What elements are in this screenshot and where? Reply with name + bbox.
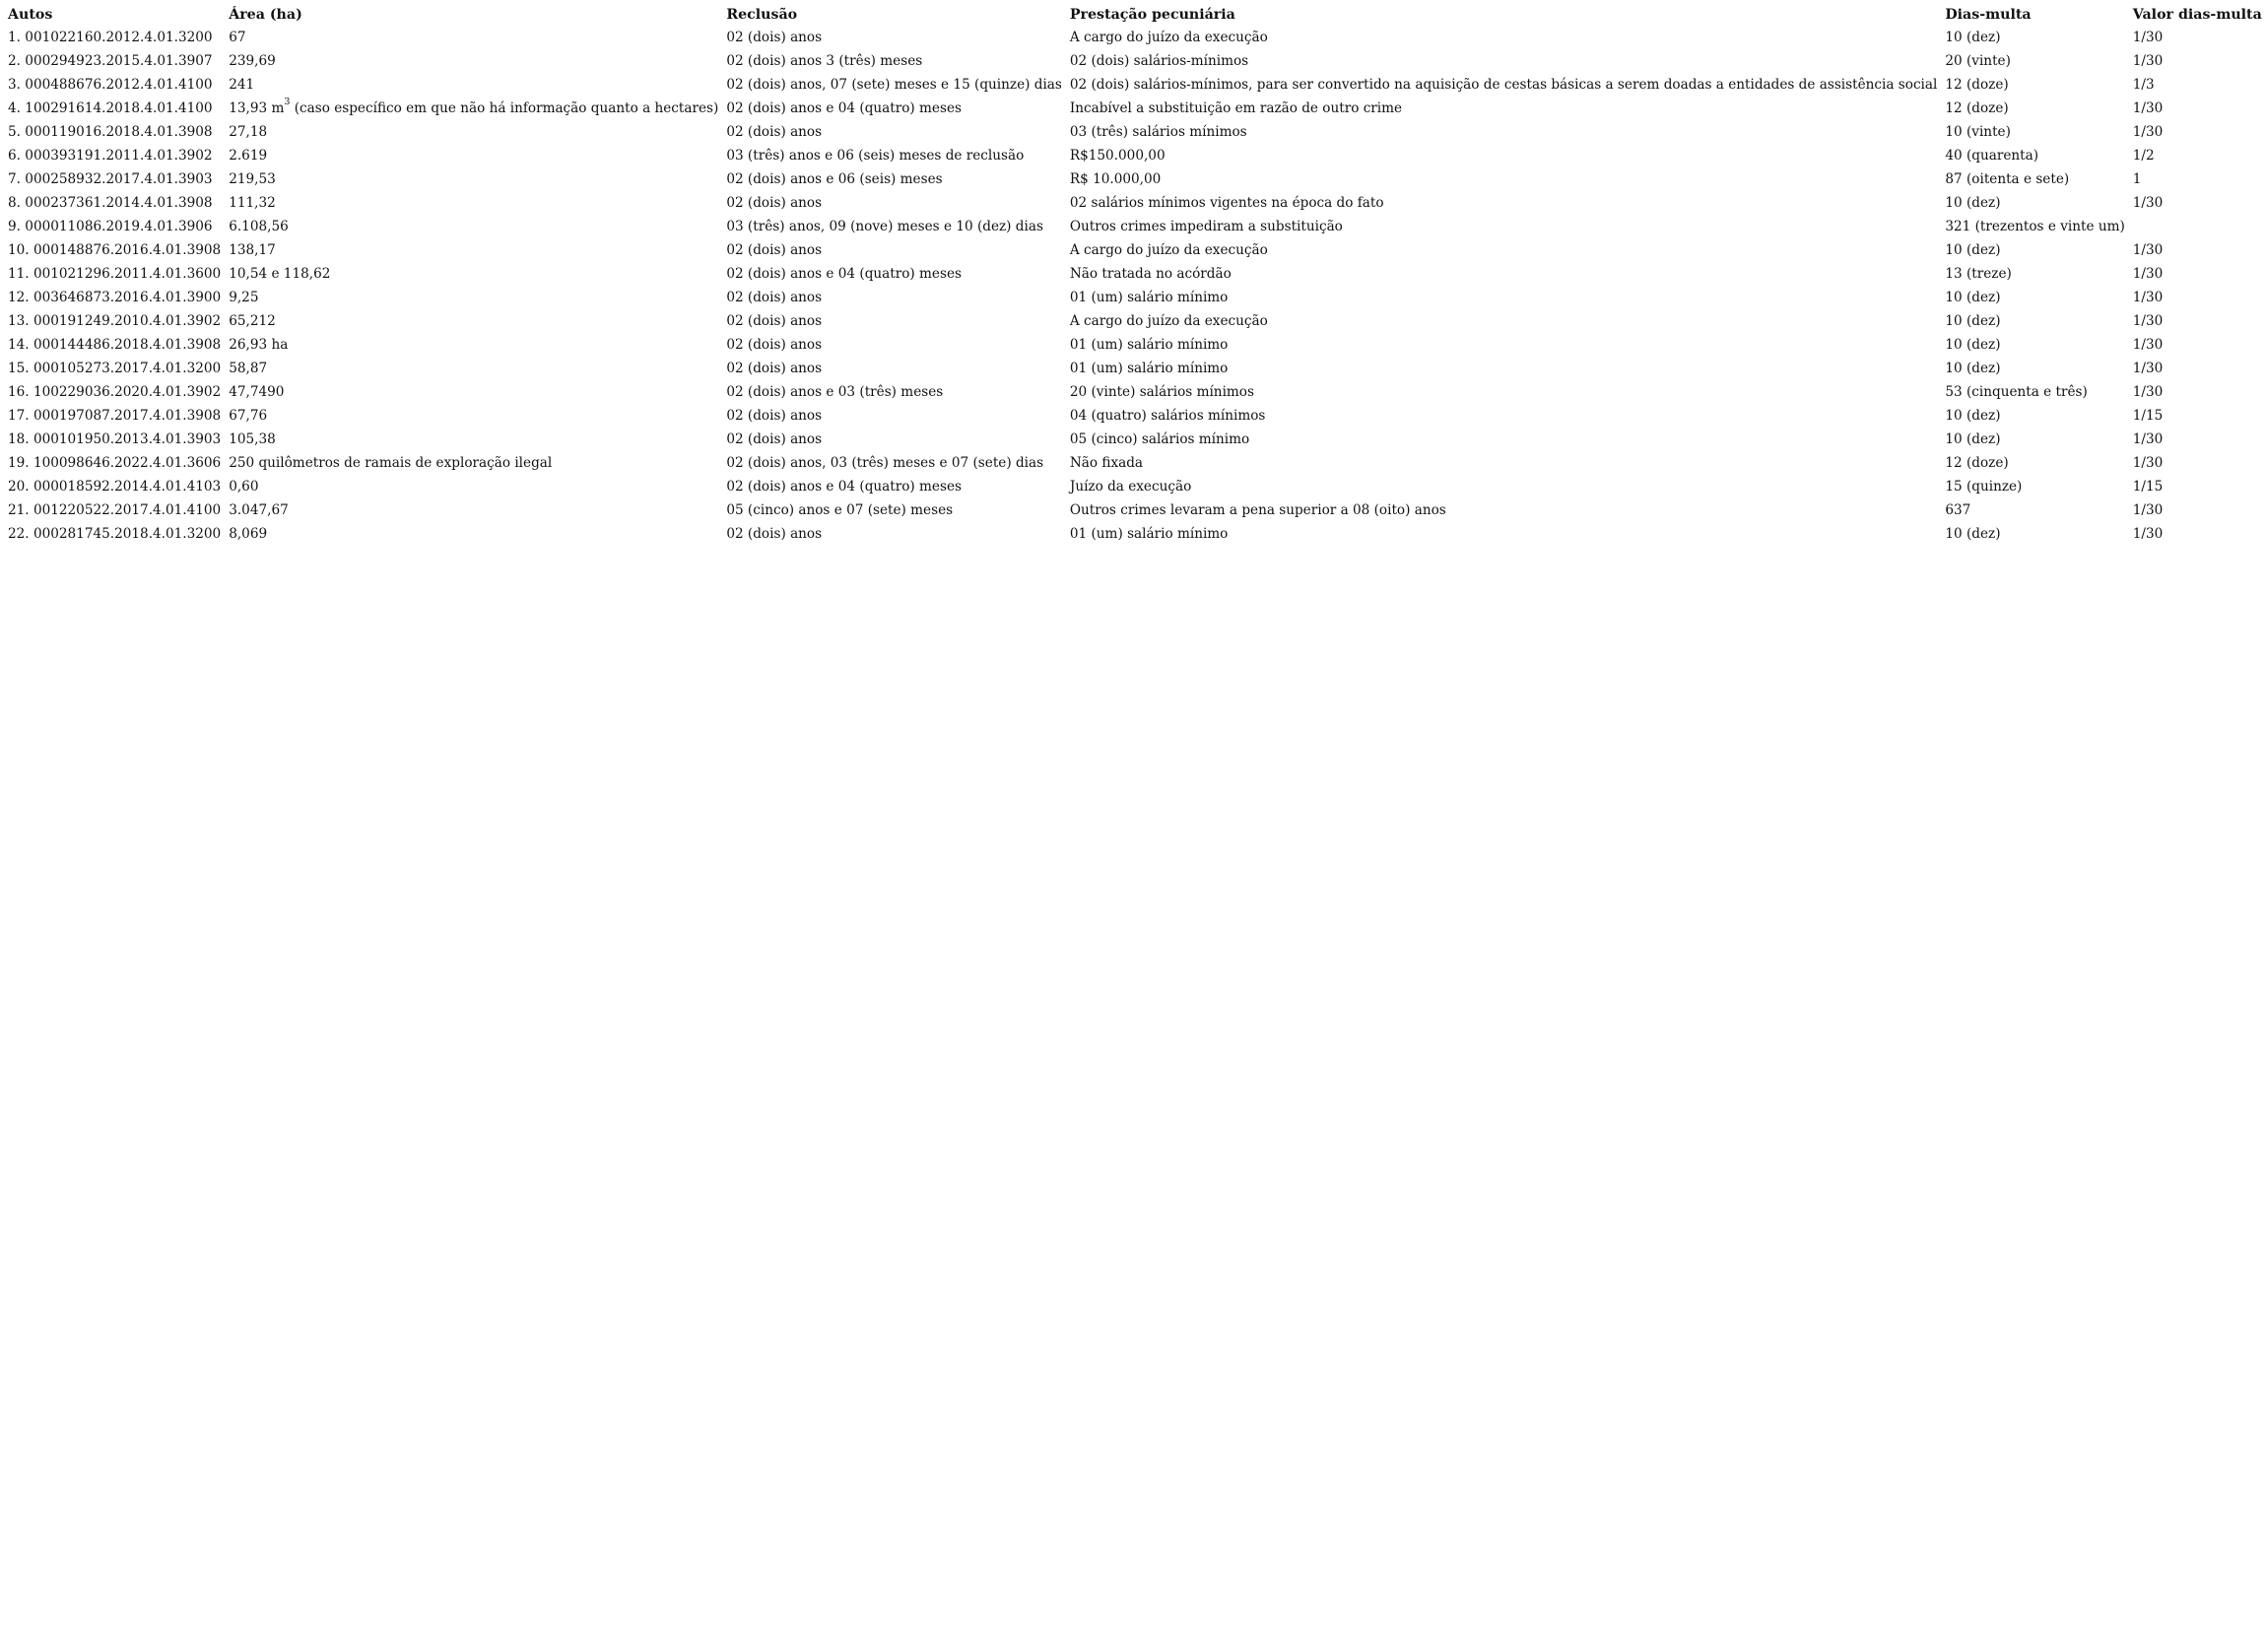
table-row bbox=[4, 98, 2266, 121]
cell-reclusao: 02 (dois) anos bbox=[726, 290, 823, 305]
cell-reclusao: 02 (dois) anos bbox=[726, 408, 823, 424]
cell-autos: 16. 100229036.2020.4.01.3902 bbox=[8, 384, 222, 400]
cell-dias-multa: 10 (dez) bbox=[1945, 313, 2001, 329]
cell-reclusao: 03 (três) anos e 06 (seis) meses de reclusão bbox=[726, 148, 1025, 164]
header-dias-multa: Dias-multa bbox=[1945, 7, 2032, 23]
cell-autos: 14. 000144486.2018.4.01.3908 bbox=[8, 337, 222, 353]
cell-reclusao: 02 (dois) anos bbox=[726, 313, 823, 329]
header-prestacao: Prestação pecuniária bbox=[1069, 7, 1235, 23]
cell-valor-dias-multa: 1/30 bbox=[2132, 361, 2164, 376]
area-unit-exponent: 3 bbox=[284, 97, 291, 108]
cell-dias-multa: 12 (doze) bbox=[1945, 100, 2009, 116]
table-header bbox=[4, 4, 2266, 27]
cell-reclusao: 02 (dois) anos e 06 (seis) meses bbox=[726, 171, 943, 187]
cell-prestacao: R$150.000,00 bbox=[1069, 148, 1166, 164]
cell-reclusao: 02 (dois) anos 3 (três) meses bbox=[726, 53, 923, 69]
cell-valor-dias-multa: 1/30 bbox=[2132, 384, 2164, 400]
cell-area: 219,53 bbox=[229, 171, 276, 187]
cell-autos: 6. 000393191.2011.4.01.3902 bbox=[8, 148, 213, 164]
cell-reclusao: 02 (dois) anos bbox=[726, 30, 823, 45]
cell-dias-multa: 10 (dez) bbox=[1945, 30, 2001, 45]
table-row bbox=[4, 429, 2266, 452]
cell-autos: 17. 000197087.2017.4.01.3908 bbox=[8, 408, 222, 424]
cell-area: 65,212 bbox=[229, 313, 276, 329]
cell-reclusao: 02 (dois) anos bbox=[726, 124, 823, 140]
cell-dias-multa: 637 bbox=[1945, 502, 1971, 518]
table-row bbox=[4, 27, 2266, 50]
cell-prestacao: Incabível a substituição em razão de outro crime bbox=[1069, 100, 1403, 116]
cell-area: 111,32 bbox=[229, 195, 276, 211]
cell-prestacao: 02 (dois) salários-mínimos, para ser convertido na aquisição de cestas básicas a serem doadas a entidades de assistência social bbox=[1069, 77, 1938, 93]
cell-dias-multa: 10 (dez) bbox=[1945, 526, 2001, 542]
area-value: 13,93 m bbox=[229, 100, 285, 116]
area-note: (caso específico em que não há informação quanto a hectares) bbox=[290, 100, 719, 116]
cell-reclusao: 02 (dois) anos e 04 (quatro) meses bbox=[726, 266, 962, 282]
cell-dias-multa: 10 (dez) bbox=[1945, 408, 2001, 424]
cell-valor-dias-multa: 1/3 bbox=[2132, 77, 2155, 93]
cell-valor-dias-multa: 1/30 bbox=[2132, 290, 2164, 305]
cell-area: 67,76 bbox=[229, 408, 268, 424]
cell-autos: 19. 100098646.2022.4.01.3606 bbox=[8, 455, 222, 471]
cell-autos: 20. 000018592.2014.4.01.4103 bbox=[8, 479, 222, 495]
cell-autos: 10. 000148876.2016.4.01.3908 bbox=[8, 242, 222, 258]
table-body bbox=[4, 27, 2266, 547]
cell-autos: 9. 000011086.2019.4.01.3906 bbox=[8, 219, 213, 234]
cell-area: 27,18 bbox=[229, 124, 268, 140]
cell-dias-multa: 13 (treze) bbox=[1945, 266, 2012, 282]
table-row bbox=[4, 523, 2266, 547]
cell-dias-multa: 15 (quinze) bbox=[1945, 479, 2023, 495]
table-row bbox=[4, 405, 2266, 429]
table-row bbox=[4, 287, 2266, 310]
cell-dias-multa: 53 (cinquenta e três) bbox=[1945, 384, 2088, 400]
cell-area: 26,93 ha bbox=[229, 337, 289, 353]
cell-prestacao: A cargo do juízo da execução bbox=[1069, 242, 1268, 258]
cell-area: 2.619 bbox=[229, 148, 268, 164]
table-row bbox=[4, 216, 2266, 239]
cell-autos: 18. 000101950.2013.4.01.3903 bbox=[8, 431, 222, 447]
table-row bbox=[4, 310, 2266, 334]
table-row bbox=[4, 381, 2266, 405]
sentencing-table bbox=[4, 4, 2266, 547]
table-row bbox=[4, 452, 2266, 476]
cell-autos: 1. 001022160.2012.4.01.3200 bbox=[8, 30, 213, 45]
cell-valor-dias-multa: 1/2 bbox=[2132, 148, 2155, 164]
cell-prestacao: 04 (quatro) salários mínimos bbox=[1069, 408, 1266, 424]
cell-dias-multa: 10 (dez) bbox=[1945, 290, 2001, 305]
cell-valor-dias-multa: 1/30 bbox=[2132, 124, 2164, 140]
cell-reclusao: 02 (dois) anos bbox=[726, 242, 823, 258]
table-row bbox=[4, 334, 2266, 358]
cell-valor-dias-multa: 1/15 bbox=[2132, 479, 2164, 495]
table-row bbox=[4, 50, 2266, 74]
cell-area: 47,7490 bbox=[229, 384, 285, 400]
cell-prestacao: 20 (vinte) salários mínimos bbox=[1069, 384, 1254, 400]
cell-autos: 5. 000119016.2018.4.01.3908 bbox=[8, 124, 213, 140]
cell-prestacao: Juízo da execução bbox=[1069, 479, 1192, 495]
cell-autos: 11. 001021296.2011.4.01.3600 bbox=[8, 266, 222, 282]
cell-valor-dias-multa: 1/30 bbox=[2132, 337, 2164, 353]
header-area: Área (ha) bbox=[229, 7, 302, 23]
cell-autos: 4. 100291614.2018.4.01.4100 bbox=[8, 100, 213, 116]
cell-prestacao: R$ 10.000,00 bbox=[1069, 171, 1162, 187]
cell-area: 105,38 bbox=[229, 431, 276, 447]
cell-prestacao: 02 (dois) salários-mínimos bbox=[1069, 53, 1249, 69]
cell-autos: 15. 000105273.2017.4.01.3200 bbox=[8, 361, 222, 376]
cell-area: 9,25 bbox=[229, 290, 259, 305]
cell-area: 239,69 bbox=[229, 53, 276, 69]
cell-autos: 3. 000488676.2012.4.01.4100 bbox=[8, 77, 213, 93]
cell-autos: 13. 000191249.2010.4.01.3902 bbox=[8, 313, 222, 329]
cell-autos: 8. 000237361.2014.4.01.3908 bbox=[8, 195, 213, 211]
cell-prestacao: 02 salários mínimos vigentes na época do fato bbox=[1069, 195, 1384, 211]
cell-prestacao: 01 (um) salário mínimo bbox=[1069, 526, 1229, 542]
cell-dias-multa: 10 (dez) bbox=[1945, 195, 2001, 211]
cell-reclusao: 02 (dois) anos bbox=[726, 361, 823, 376]
table-row bbox=[4, 499, 2266, 523]
cell-dias-multa: 87 (oitenta e sete) bbox=[1945, 171, 2070, 187]
cell-autos: 12. 003646873.2016.4.01.3900 bbox=[8, 290, 222, 305]
cell-valor-dias-multa: 1/30 bbox=[2132, 526, 2164, 542]
cell-area: 67 bbox=[229, 30, 246, 45]
cell-reclusao: 02 (dois) anos bbox=[726, 337, 823, 353]
cell-prestacao: 01 (um) salário mínimo bbox=[1069, 290, 1229, 305]
cell-autos: 21. 001220522.2017.4.01.4100 bbox=[8, 502, 222, 518]
table-row bbox=[4, 121, 2266, 145]
cell-prestacao: 03 (três) salários mínimos bbox=[1069, 124, 1247, 140]
cell-prestacao: 01 (um) salário mínimo bbox=[1069, 337, 1229, 353]
cell-valor-dias-multa bbox=[2129, 216, 2266, 239]
table-row bbox=[4, 168, 2266, 192]
cell-valor-dias-multa: 1/30 bbox=[2132, 455, 2164, 471]
cell-prestacao: Outros crimes impediram a substituição bbox=[1069, 219, 1343, 234]
cell-dias-multa: 10 (dez) bbox=[1945, 361, 2001, 376]
cell-valor-dias-multa: 1/30 bbox=[2132, 195, 2164, 211]
cell-area: 8,069 bbox=[229, 526, 268, 542]
cell-valor-dias-multa: 1/30 bbox=[2132, 266, 2164, 282]
cell-prestacao: 05 (cinco) salários mínimo bbox=[1069, 431, 1250, 447]
cell-autos: 7. 000258932.2017.4.01.3903 bbox=[8, 171, 213, 187]
cell-reclusao: 02 (dois) anos, 03 (três) meses e 07 (sete) dias bbox=[726, 455, 1044, 471]
cell-valor-dias-multa: 1/15 bbox=[2132, 408, 2164, 424]
cell-dias-multa: 10 (dez) bbox=[1945, 431, 2001, 447]
cell-dias-multa: 40 (quarenta) bbox=[1945, 148, 2039, 164]
cell-dias-multa: 10 (dez) bbox=[1945, 242, 2001, 258]
cell-valor-dias-multa: 1/30 bbox=[2132, 313, 2164, 329]
cell-reclusao: 02 (dois) anos, 07 (sete) meses e 15 (quinze) dias bbox=[726, 77, 1062, 93]
cell-prestacao: A cargo do juízo da execução bbox=[1069, 313, 1268, 329]
cell-reclusao: 02 (dois) anos bbox=[726, 431, 823, 447]
cell-valor-dias-multa: 1/30 bbox=[2132, 53, 2164, 69]
cell-autos: 22. 000281745.2018.4.01.3200 bbox=[8, 526, 222, 542]
cell-prestacao: Não tratada no acórdão bbox=[1069, 266, 1232, 282]
table-row bbox=[4, 192, 2266, 216]
cell-valor-dias-multa: 1/30 bbox=[2132, 431, 2164, 447]
cell-area: 241 bbox=[229, 77, 255, 93]
cell-area: 10,54 e 118,62 bbox=[229, 266, 331, 282]
header-valor-dias-multa: Valor dias-multa bbox=[2132, 7, 2262, 23]
cell-area: 250 quilômetros de ramais de exploração ilegal bbox=[229, 455, 553, 471]
cell-valor-dias-multa: 1/30 bbox=[2132, 502, 2164, 518]
cell-valor-dias-multa: 1/30 bbox=[2132, 30, 2164, 45]
header-autos: Autos bbox=[8, 7, 53, 23]
table-row bbox=[4, 263, 2266, 287]
header-reclusao: Reclusão bbox=[726, 7, 798, 23]
cell-reclusao: 05 (cinco) anos e 07 (sete) meses bbox=[726, 502, 954, 518]
cell-prestacao: 01 (um) salário mínimo bbox=[1069, 361, 1229, 376]
cell-area: 0,60 bbox=[229, 479, 259, 495]
cell-reclusao: 02 (dois) anos bbox=[726, 195, 823, 211]
cell-area: 3.047,67 bbox=[229, 502, 289, 518]
cell-dias-multa: 20 (vinte) bbox=[1945, 53, 2011, 69]
cell-reclusao: 03 (três) anos, 09 (nove) meses e 10 (dez) dias bbox=[726, 219, 1043, 234]
table-row bbox=[4, 358, 2266, 381]
cell-dias-multa: 10 (vinte) bbox=[1945, 124, 2011, 140]
table-row bbox=[4, 74, 2266, 98]
cell-valor-dias-multa: 1/30 bbox=[2132, 242, 2164, 258]
table-row bbox=[4, 145, 2266, 168]
cell-area: 138,17 bbox=[229, 242, 276, 258]
cell-reclusao: 02 (dois) anos e 04 (quatro) meses bbox=[726, 100, 962, 116]
cell-reclusao: 02 (dois) anos e 03 (três) meses bbox=[726, 384, 944, 400]
cell-valor-dias-multa: 1 bbox=[2132, 171, 2142, 187]
cell-prestacao: A cargo do juízo da execução bbox=[1069, 30, 1268, 45]
cell-prestacao: Outros crimes levaram a pena superior a 08 (oito) anos bbox=[1069, 502, 1446, 518]
cell-dias-multa: 12 (doze) bbox=[1945, 77, 2009, 93]
cell-autos: 2. 000294923.2015.4.01.3907 bbox=[8, 53, 213, 69]
cell-dias-multa: 10 (dez) bbox=[1945, 337, 2001, 353]
cell-valor-dias-multa: 1/30 bbox=[2132, 100, 2164, 116]
header-row bbox=[4, 4, 2266, 27]
cell-area: 58,87 bbox=[229, 361, 268, 376]
table-row bbox=[4, 239, 2266, 263]
cell-prestacao: Não fixada bbox=[1069, 455, 1144, 471]
cell-dias-multa: 321 (trezentos e vinte um) bbox=[1945, 219, 2125, 234]
cell-area: 6.108,56 bbox=[229, 219, 289, 234]
cell-area bbox=[225, 98, 722, 121]
cell-reclusao: 02 (dois) anos bbox=[726, 526, 823, 542]
cell-reclusao: 02 (dois) anos e 04 (quatro) meses bbox=[726, 479, 962, 495]
table-row bbox=[4, 476, 2266, 499]
cell-dias-multa: 12 (doze) bbox=[1945, 455, 2009, 471]
